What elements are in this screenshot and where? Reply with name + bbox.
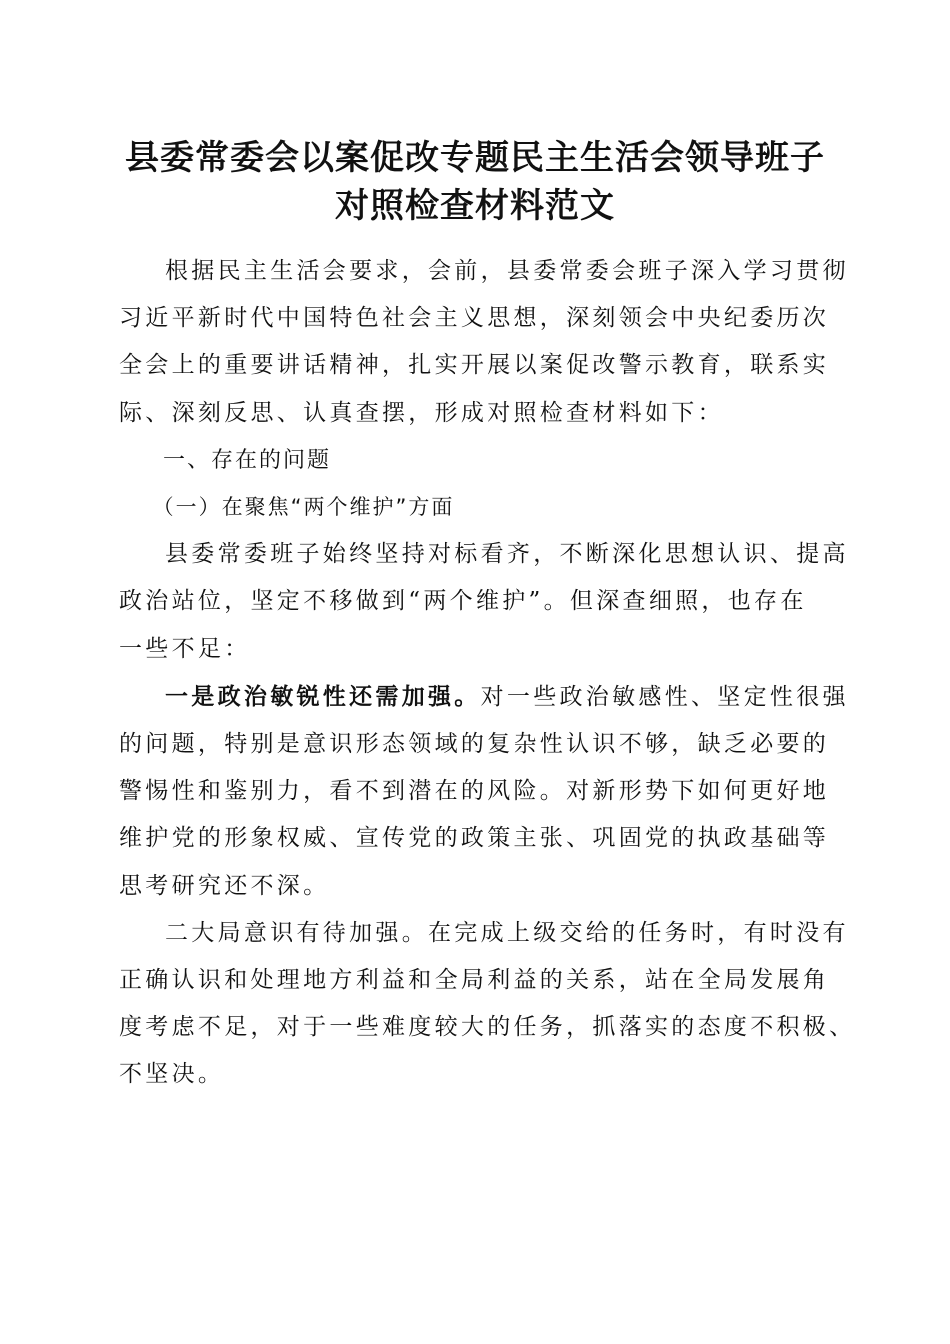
paragraph-line: 维护党的形象权威、宣传党的政策主张、巩固党的执政基础等 (119, 825, 830, 852)
paragraph-line: 思考研究还不深。 (119, 872, 330, 899)
section-heading-problems: 一、存在的问题 (163, 447, 332, 473)
document-title-line-2: 对照检查材料范文 (335, 186, 615, 226)
paragraph-line: 警惕性和鉴别力，看不到潜在的风险。对新形势下如何更好地 (119, 778, 830, 805)
point-lead: 一是政治敏锐性还需加强。 (165, 682, 481, 710)
point-first-line (119, 673, 849, 721)
paragraph-line: 度考虑不足，对于一些难度较大的任务，抓落实的态度不积极、 (119, 1014, 856, 1041)
subsection-heading-two-maintenances: （一）在聚焦“两个维护”方面 (152, 495, 455, 520)
intro-paragraph (119, 248, 849, 437)
document-title-line-1: 县委常委会以案促改专题民主生活会领导班子 (125, 138, 825, 178)
paragraph-line: 正确认识和处理地方利益和全局利益的关系，站在全局发展角 (119, 967, 830, 994)
paragraph-line: 不坚决。 (119, 1061, 225, 1088)
intro-line: 习近平新时代中国特色社会主义思想，深刻领会中央纪委历次 (119, 305, 830, 332)
paragraph-two-maintenances (119, 531, 849, 673)
intro-line: 全会上的重要讲话精神，扎实开展以案促改警示教育，联系实 (119, 352, 830, 379)
paragraph-line: 的问题，特别是意识形态领域的复杂性认识不够，缺乏必要的 (119, 731, 830, 758)
point-overall-awareness (119, 910, 856, 1099)
intro-line: 根据民主生活会要求，会前，县委常委会班子深入学习贯彻 (165, 258, 849, 284)
point-political-sensitivity (119, 673, 849, 910)
paragraph-line: 一些不足： (119, 635, 251, 662)
document-body (119, 248, 856, 1099)
point-first-rest: 对一些政治敏感性、坚定性很强 (480, 683, 849, 710)
intro-line: 际、深刻反思、认真查摆，形成对照检查材料如下： (119, 399, 724, 426)
paragraph-line: 县委常委班子始终坚持对标看齐，不断深化思想认识、提高 (165, 541, 849, 568)
paragraph-line: 二大局意识有待加强。在完成上级交给的任务时，有时没有 (165, 919, 849, 946)
paragraph-line: 政治站位，坚定不移做到“两个维护”。但深查细照，也存在 (119, 588, 807, 615)
